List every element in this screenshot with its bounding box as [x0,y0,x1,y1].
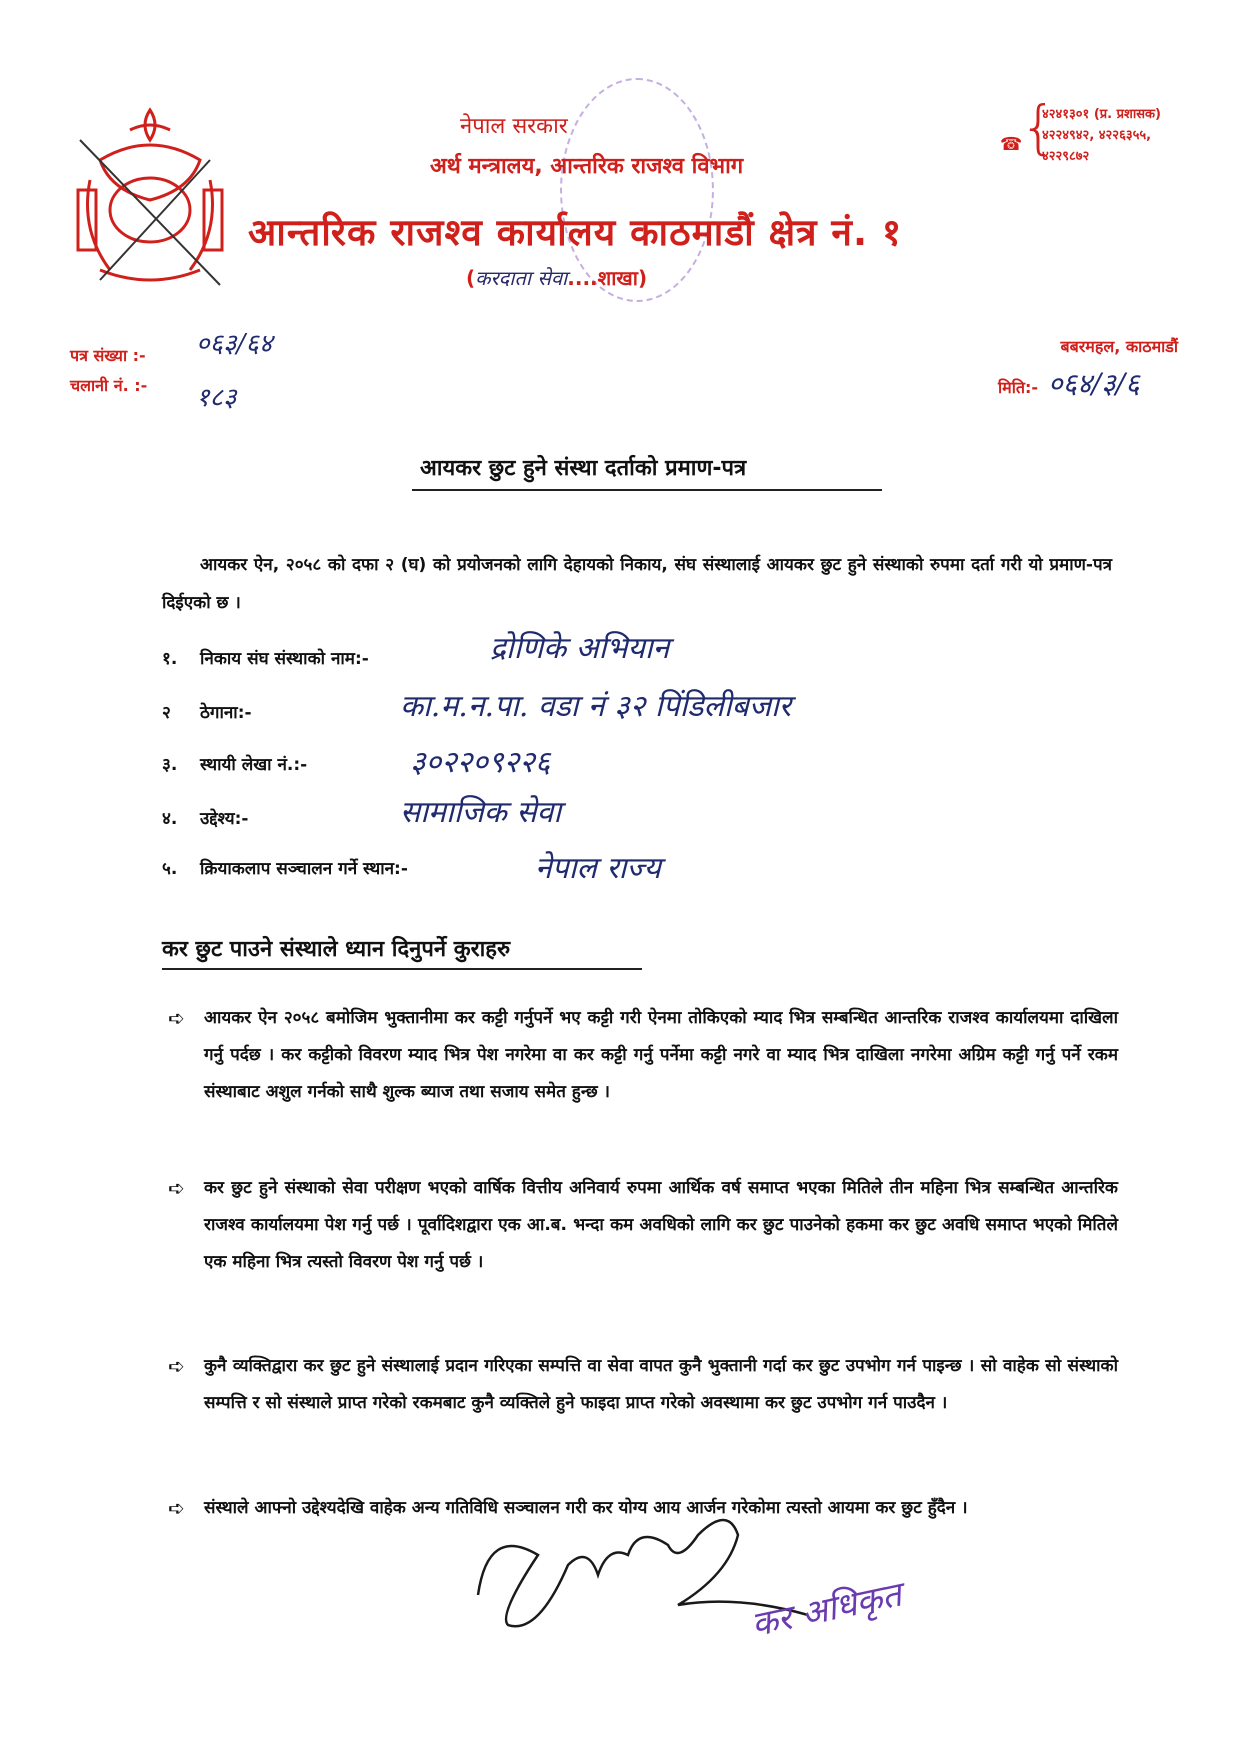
telephone-icon: ☎ [1000,134,1023,155]
right-arrow-icon: ➪ [168,1006,185,1030]
field-value-name: द्रोणिके अभियान [490,631,670,666]
notes-title: कर छुट पाउने संस्थाले ध्यान दिनुपर्ने कुराहरु [162,937,511,962]
certificate-title: आयकर छुट हुने संस्था दर्ताको प्रमाण-पत्र [420,456,747,481]
nepal-coat-of-arms-icon [70,100,230,290]
phone-brace: { [1020,93,1057,161]
phone-number: ४२२९८७२ [1042,149,1090,164]
right-arrow-icon: ➪ [168,1496,185,1520]
field-value-operation-area: नेपाल राज्य [535,851,661,886]
note-item [168,1170,1118,1281]
field-label: ठेगाना:- [200,703,252,723]
phone-number: ४२४१३०१ (प्र. प्रशासक) [1042,107,1161,122]
field-name [162,646,369,669]
field-label: स्थायी लेखा नं.:- [200,755,308,775]
chalani-label: चलानी नं. :- [70,376,148,395]
field-label: उद्देश्य:- [200,809,249,829]
field-value-objective: सामाजिक सेवा [400,795,562,830]
notes-underline [162,968,642,970]
phone-numbers [1042,104,1161,167]
right-arrow-icon: ➪ [168,1176,185,1200]
field-value-address: का.म.न.पा. वडा नं ३२ पिंडिलीबजार [400,689,792,724]
field-address [162,700,252,723]
title-underline [412,489,882,491]
note-text: कर छुट हुने संस्थाको सेवा परीक्षण भएको वार्षिक वित्तीय अनिवार्य रुपमा आर्थिक वर्ष समाप्त भएका मितिले तीन महिना भित्र सम्बन्धित आन्तरिक राजश्व कार्यालयमा पेश गर्नु पर्छ । पूर्वादिशद्वारा एक आ.ब. भन्दा कम अवधिको लागि कर छुट पाउनेको हकमा कर छुट अवधि समाप्त भएको मितिले एक महिना भित्र त्यस्तो विवरण पेश गर्नु पर्छ । [204,1178,1118,1272]
field-number: ५. [162,859,178,879]
office-location: बबरमहल, काठमाडौं [1060,337,1178,356]
field-label: निकाय संघ संस्थाको नाम:- [200,649,369,669]
branch-line [466,264,647,291]
field-number: १. [162,649,178,669]
field-number: २ [162,703,171,723]
field-number: ४. [162,809,178,829]
chalani-value: १८३ [196,383,237,413]
note-item [168,1348,1118,1422]
office-title: आन्तरिक राजश्व कार्यालय काठमाडौं क्षेत्र नं. १ [248,211,903,254]
phone-number: ४२२४९४२, ४२२६३५५, [1042,128,1152,143]
branch-suffix: ....शाखा) [567,266,648,290]
patra-sankhya-value: ०६३/६४ [196,329,273,359]
field-label: क्रियाकलाप सञ्चालन गर्ने स्थान:- [200,859,408,879]
note-item [168,1000,1118,1111]
field-value-pan: ३०२२०९२२६ [410,745,551,780]
branch-open: ( [466,266,476,290]
field-operation-area [162,856,408,879]
ministry-department: अर्थ मन्त्रालय, आन्तरिक राजश्व विभाग [430,154,744,179]
date-value: ०६४/३/६ [1048,367,1140,400]
field-objective [162,806,248,829]
government-name: नेपाल सरकार [460,114,568,139]
note-text: कुनै व्यक्तिद्वारा कर छुट हुने संस्थालाई प्रदान गरिएका सम्पत्ति वा सेवा वापत कुनै भुक्तानी गर्दा कर छुट उपभोग गर्न पाइन्छ । सो वाहेक सो संस्थाको सम्पत्ति र सो संस्थाले प्राप्त गरेको रकमबाट कुनै व्यक्तिले हुने फाइदा प्राप्त गरेको अवस्थामा कर छुट उपभोग गर्न पाउदैन । [204,1356,1118,1413]
branch-name: करदाता सेवा [475,266,568,290]
officer-stamp: कर अधिकृत [747,1574,905,1646]
field-number: ३. [162,755,178,775]
right-arrow-icon: ➪ [168,1354,185,1378]
field-pan [162,752,307,775]
note-text: संस्थाले आफ्नो उद्देश्यदेखि वाहेक अन्य गतिविधि सञ्चालन गरी कर योग्य आय आर्जन गरेकोमा त्यस्तो आयमा कर छुट हुँदैन । [204,1498,968,1518]
date-label: मिति:- [998,378,1039,397]
note-text: आयकर ऐन २०५८ बमोजिम भुक्तानीमा कर कट्टी गर्नुपर्ने भए कट्टी गरी ऐनमा तोकिएको म्याद भित्र सम्बन्धित आन्तरिक राजश्व कार्यालयमा दाखिला गर्नु पर्दछ । कर कट्टीको विवरण म्याद भित्र पेश नगरेमा वा कर कट्टी गर्नु पर्नेमा कट्टी नगरे वा म्याद भित्र दाखिला नगरेमा अग्रिम कट्टी गर्नु पर्ने रकम संस्थाबाट अशुल गर्नको साथै शुल्क ब्याज तथा सजाय समेत हुन्छ । [204,1008,1118,1102]
patra-sankhya-label: पत्र संख्या :- [70,346,146,365]
certificate-intro: आयकर ऐन, २०५८ को दफा २ (घ) को प्रयोजनको लागि देहायको निकाय, संघ संस्थालाई आयकर छुट हुने संस्थाको रुपमा दर्ता गरी यो प्रमाण-पत्र दिईएको छ । [162,555,1112,613]
